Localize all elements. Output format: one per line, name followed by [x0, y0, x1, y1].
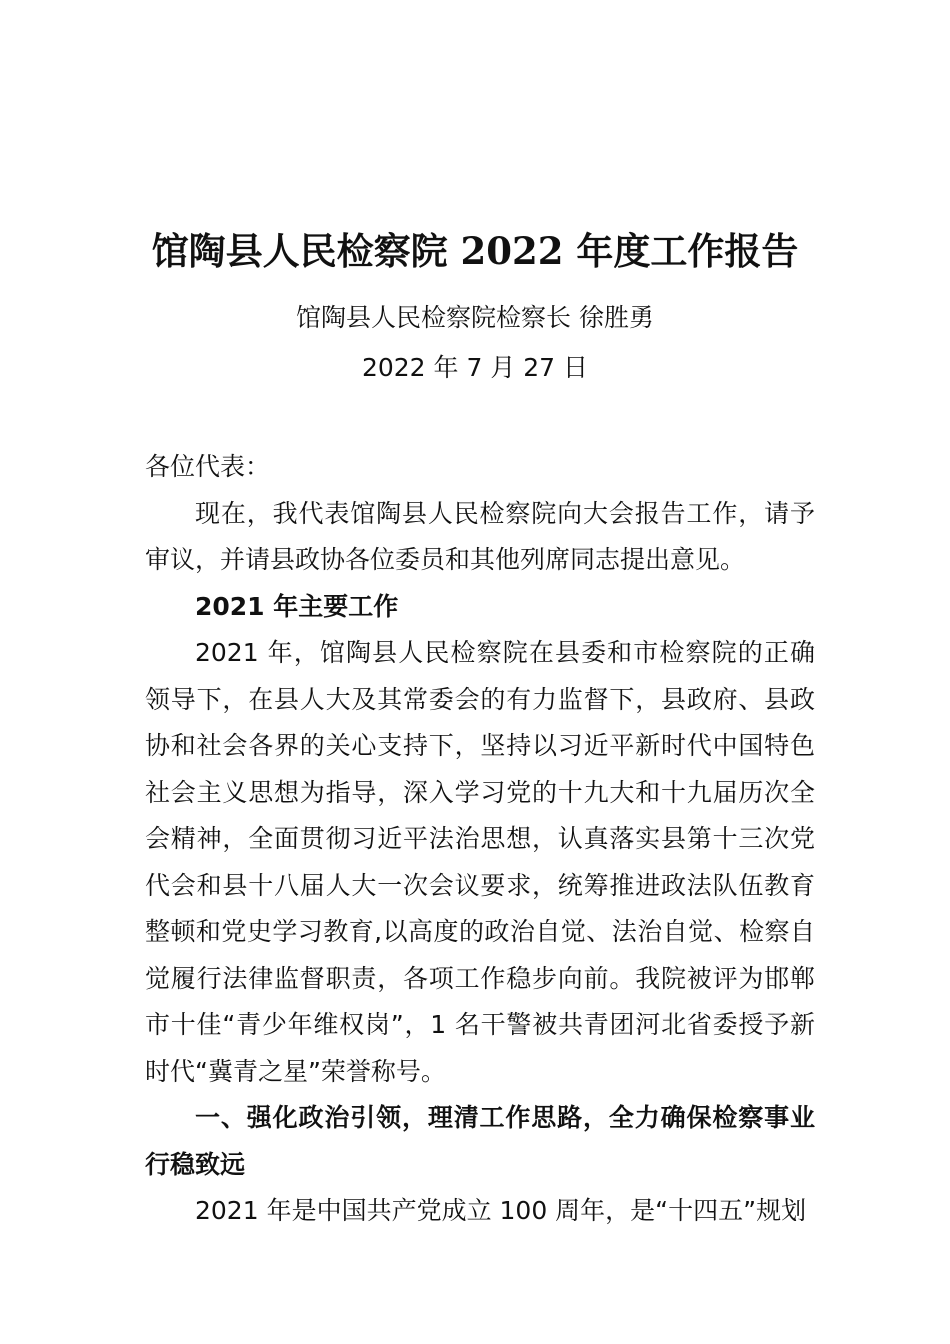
- paragraph-1-start: 2021 年是中国共产党成立 100 周年，是“十四五”规划: [195, 1196, 807, 1225]
- document-title: 馆陶县人民检察院 2022 年度工作报告: [151, 229, 799, 273]
- salutation: 各位代表：: [145, 452, 271, 481]
- section-heading: 2021 年主要工作: [195, 591, 399, 621]
- subheading-1: 一、强化政治引领，理清工作思路，全力确保检察事业行稳致远: [145, 1103, 815, 1179]
- document-body: [145, 444, 815, 1235]
- section-paragraph: 2021 年，馆陶县人民检察院在县委和市检察院的正确领导下，在县人大及其常委会的有力监督下，县政府、县政协和社会各界的关心支持下，坚持以习近平新时代中国特色社会主义思想为指导，深入学习党的十九大和十九届历次全会精神，全面贯彻习近平法治思想，认真落实县第十三次党代会和县十八届人大一次会议要求，统筹推进政法队伍教育整顿和党史学习教育,以高度的政治自觉、法治自觉、检察自觉履行法律监督职责，各项工作稳步向前。我院被评为邯郸市十佳“青少年维权岗”，1 名干警被共青团河北省委授予新时代“冀青之星”荣誉称号。: [145, 638, 815, 1086]
- intro-paragraph: 现在，我代表馆陶县人民检察院向大会报告工作，请予审议，并请县政协各位委员和其他列席同志提出意见。: [145, 498, 815, 574]
- author-line: 馆陶县人民检察院检察长 徐胜勇: [296, 303, 654, 332]
- document-date: 2022 年 7 月 27 日: [361, 353, 589, 382]
